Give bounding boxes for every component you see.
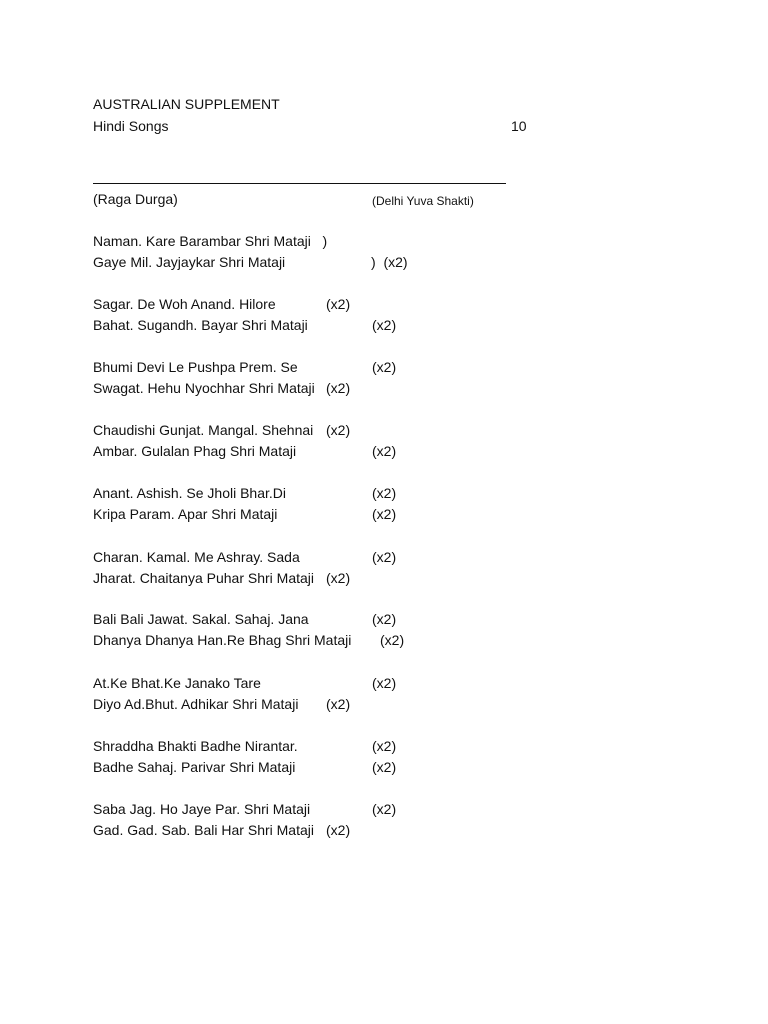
page-number: 10 [511, 118, 527, 134]
lyric-line: Gaye Mil. Jayjaykar Shri Mataji [93, 254, 286, 270]
repeat-marker: ) (x2) [371, 254, 408, 270]
lyric-line: Bhumi Devi Le Pushpa Prem. Se [93, 359, 298, 375]
repeat-marker: (x2) [372, 611, 397, 627]
repeat-marker: (x2) [372, 801, 397, 817]
repeat-marker: (x2) [372, 675, 397, 691]
repeat-marker: (x2) [372, 759, 397, 775]
attribution-label: (Delhi Yuva Shakti) [372, 194, 474, 208]
lyric-line: Bahat. Sugandh. Bayar Shri Mataji [93, 317, 308, 333]
section-title: Hindi Songs [93, 118, 169, 134]
lyric-line: Gad. Gad. Sab. Bali Har Shri Mataji [93, 822, 314, 838]
repeat-marker: (x2) [326, 380, 351, 396]
repeat-marker: (x2) [372, 359, 397, 375]
lyric-line: Badhe Sahaj. Parivar Shri Mataji [93, 759, 296, 775]
repeat-marker: (x2) [372, 485, 397, 501]
lyric-line: Kripa Param. Apar Shri Mataji [93, 506, 278, 522]
lyric-line: Anant. Ashish. Se Jholi Bhar.Di [93, 485, 286, 501]
lyric-line: Bali Bali Jawat. Sakal. Sahaj. Jana [93, 611, 309, 627]
lyric-line: Charan. Kamal. Me Ashray. Sada [93, 549, 300, 565]
lyric-line: Jharat. Chaitanya Puhar Shri Mataji [93, 570, 314, 586]
lyric-line: Shraddha Bhakti Badhe Nirantar. [93, 738, 298, 754]
repeat-marker: (x2) [326, 422, 351, 438]
repeat-marker: (x2) [372, 549, 397, 565]
repeat-marker: (x2) [326, 296, 351, 312]
repeat-marker: (x2) [326, 696, 351, 712]
repeat-marker: (x2) [326, 570, 351, 586]
lyric-line: Ambar. Gulalan Phag Shri Mataji [93, 443, 297, 459]
repeat-marker: (x2) [372, 317, 397, 333]
repeat-marker: (x2) [380, 632, 405, 648]
lyric-line: Chaudishi Gunjat. Mangal. Shehnai [93, 422, 314, 438]
lyric-line: Swagat. Hehu Nyochhar Shri Mataji [93, 380, 315, 396]
lyric-line: Dhanya Dhanya Han.Re Bhag Shri Mataji [93, 632, 352, 648]
lyric-line: Naman. Kare Barambar Shri Mataji ) [93, 233, 328, 249]
lyric-line: Diyo Ad.Bhut. Adhikar Shri Mataji [93, 696, 299, 712]
header-divider [93, 183, 506, 184]
repeat-marker: (x2) [372, 506, 397, 522]
repeat-marker: (x2) [372, 443, 397, 459]
supplement-title: AUSTRALIAN SUPPLEMENT [93, 96, 280, 112]
raga-label: (Raga Durga) [93, 191, 178, 207]
lyric-line: Saba Jag. Ho Jaye Par. Shri Mataji [93, 801, 311, 817]
repeat-marker: (x2) [326, 822, 351, 838]
lyric-line: Sagar. De Woh Anand. Hilore [93, 296, 276, 312]
lyric-line: At.Ke Bhat.Ke Janako Tare [93, 675, 261, 691]
repeat-marker: (x2) [372, 738, 397, 754]
